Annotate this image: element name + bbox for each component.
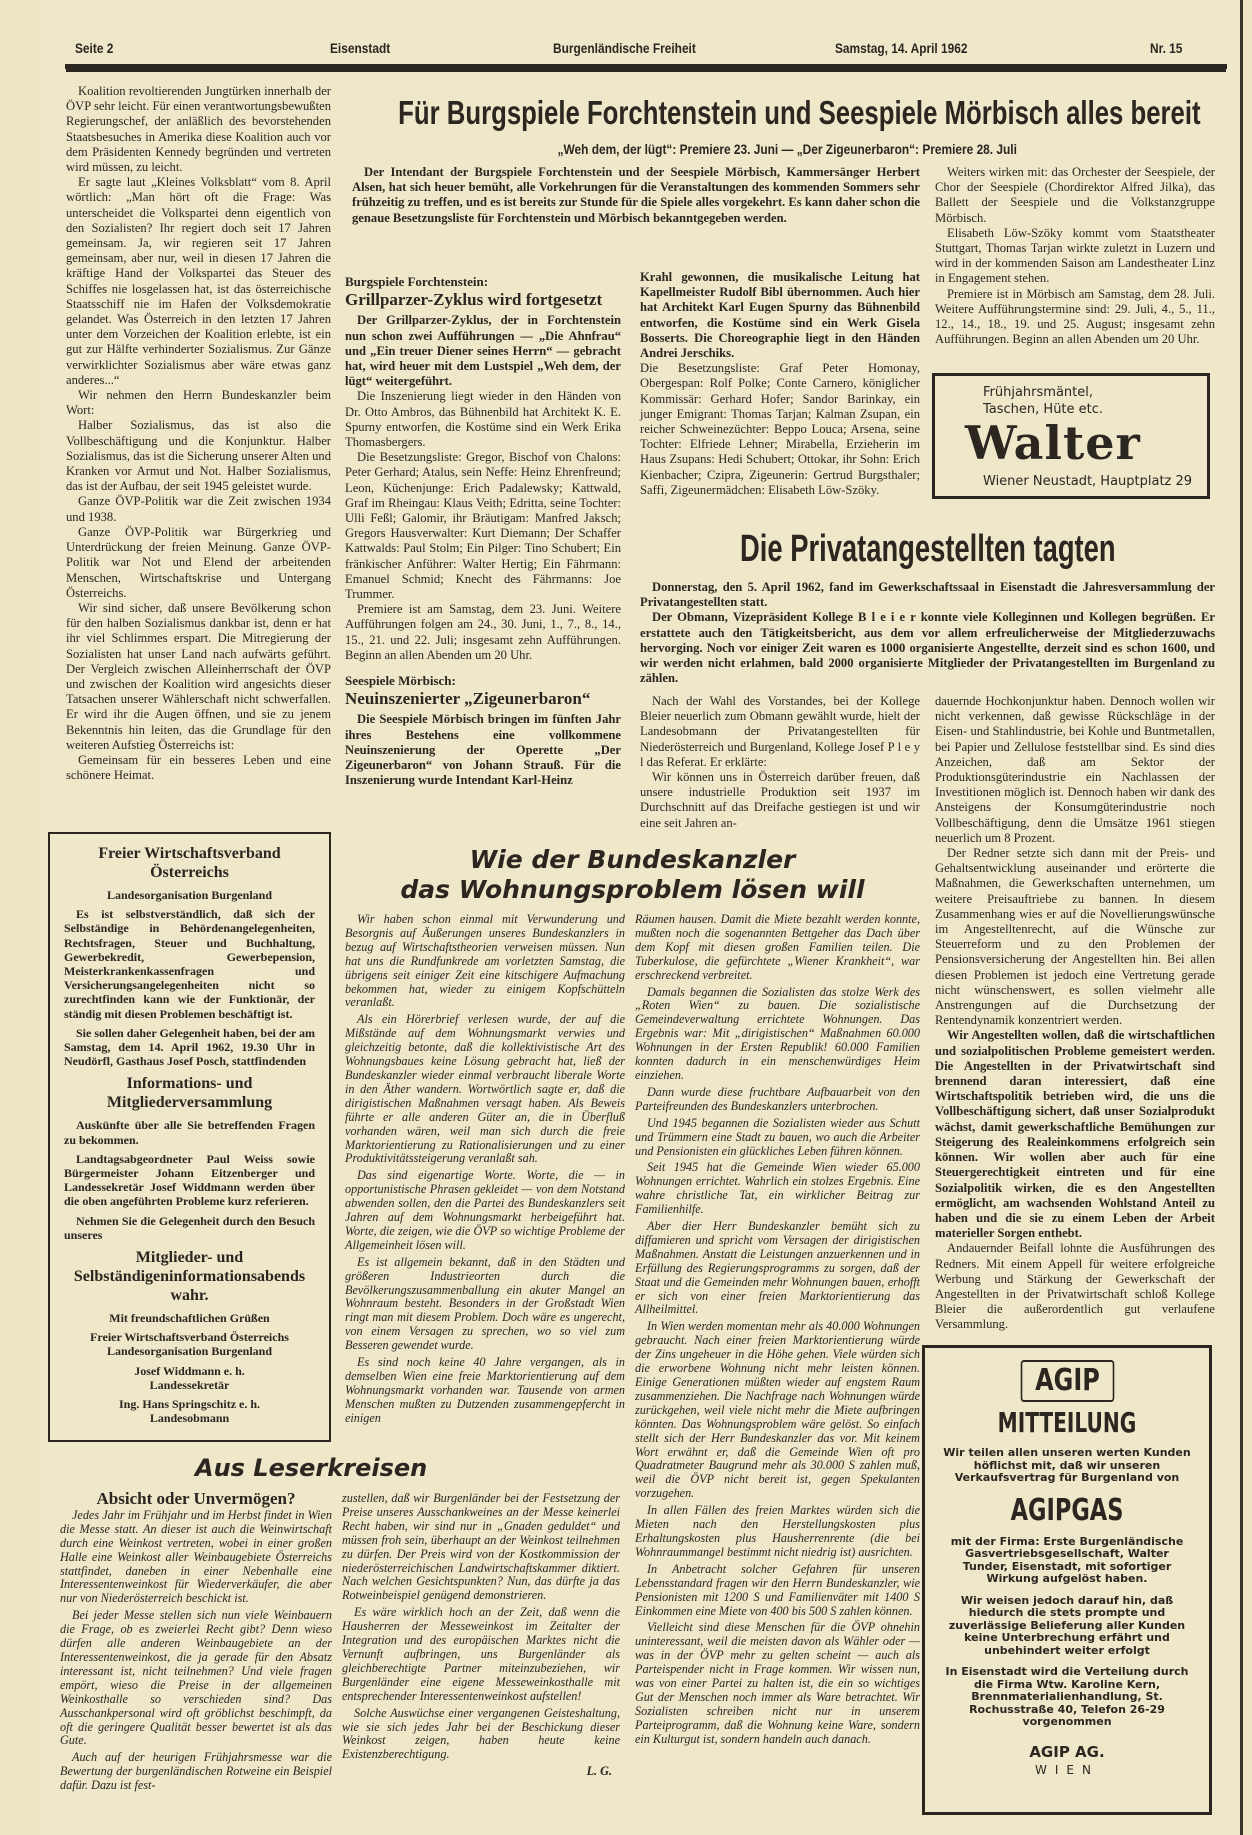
festival-headline-wrap <box>345 94 1230 132</box>
privat-paragraph: dauernde Hochkonjunktur haben. Dennoch wollen wir nicht verkennen, daß gewisse Rückschläge in der Eisen- und Stahlindustrie, bei Kohle und Buntmetallen, bei Papier und Zellulose feststellbar sind. Es sind dies Anzeichen, daß am Sektor der Produktionsgüterindustrie ein Nachlassen der Investitionen möglich ist. Dennoch haben wir dank des Ansteigens der Konsumgüterindustrie noch Vollbeschäftigung, denn die Umsätze 1961 stiegen neuerlich um 8 Prozent. <box>935 694 1215 845</box>
privat-lead-paragraph: Der Obmann, Vizepräsident Kollege B l e i e r konnte viele Kolleginnen und Kollegen begrüßen. Er erstattete auch den Tätigkeitsbericht, aus dem vor allem erfreulicherweise der Mitgliederzuwachs hervorging. Noch vor einiger Zeit waren es 1000 organisierte Angestellte, derzeit sind es schon 1600, und wir werden nicht erlahmen, bald 2000 organisierte Mitglieder der Privatangestellten im Burgenland zu zählen. <box>640 610 1215 686</box>
forchtenstein-label: Burgspiele Forchtenstein: <box>345 274 489 289</box>
kanzler-paragraph: Es ist allgemein bekannt, daß in den Städten und größeren Industrieorten durch die Bevölkerungszusammenballung ein akuter Mangel an Wohnraum besteht. Besonders in der Großstadt Wien ringt man mit diesem Problem. Doch wäre es ungerecht, von einem Versagen zu sprechen, wo so viel zum Besseren gewendet wurde. <box>345 1254 625 1353</box>
agip-paragraph-2: mit der Firma: Erste Burgenländische Gasvertriebsgesellschaft, Walter Tunder, Eisenstadt, mit sofortiger Wirkung aufgelöst haben. <box>950 1534 1184 1585</box>
festival-subheadline-wrap <box>345 141 1230 159</box>
leser-body-b <box>342 1492 620 1762</box>
forchtenstein-lead: Der Grillparzer-Zyklus, der in Forchtenstein nun schon zwei Aufführungen — „Die Ahnfrau“ und „Ein treuer Diener seines Herrn“ — gebracht hat, wird heuer mit dem Lustspiel „Weh dem, der lügt“ weitergeführt. <box>345 313 621 389</box>
privat-column-b <box>935 694 1215 1333</box>
kanzler-paragraph: In Anbetracht solcher Gefahren für unseren Lebensstandard fragen wir den Herrn Bundeskanzler, wie Pensionisten mit 1200 S und Familienväter mit 1400 S Einkommen eine Miete von 400 bis 500 S zahlen können. <box>635 1561 920 1618</box>
kanzler-paragraph: Als ein Hörerbrief verlesen wurde, der auf die Mißstände auf dem Wohnungsmarkt verwies und gleichzeitig betonte, daß die kollektivistische Art des Wohnungsbaues keine Lösung gebracht hat, ließ der Bundeskanzler wieder einmal verbraucht liberale Worte in den Äther wandern. Wortwörtlich sagte er, daß die dirigistischen Maßnahmen versagt haben. Als Beweis führte er alle anderen Güter an, die in Überfluß vorhanden wären, weil man sich durch die freie Marktorientierung zu Rationalisierungen und zu einer Produktivitätssteigerung veranlaßt sah. <box>345 1012 625 1166</box>
moerbisch-heading: Neuinszenierter „Zigeunerbaron“ <box>345 689 591 709</box>
agip-advertisement <box>922 1345 1212 1815</box>
moerbisch-label: Seespiele Mörbisch: <box>345 673 456 689</box>
kanzler-paragraph: Aber dier Herr Bundeskanzler bemüht sich zu diffamieren und spricht vom Versagen der dirigistischen Maßnahmen. Anstatt die Leistungen anzuerkennen und in Erfüllung des Regierungsprogramms zu sorgen, daß der Staat und die Gemeinden mehr Wohnungen bauen, erhofft er sich von einer freien Marktorientierung das Allheilmittel. <box>635 1219 920 1317</box>
walter-advertisement <box>932 373 1210 499</box>
leser-paragraph: Bei jeder Messe stellen sich nun viele Weinbauern die Frage, ob es zweierlei Recht gibt? Denn wieso dürfen alle anderen Weinbaugebiete an der Interessentenweinkost, die ja gerade für den Absatz interessant ist, nicht teilnehmen? Und viele fragen empört, wieso die Preise in der allgemeinen Weinkosthalle so verschieden sind? Das Ausschankpersonal wird oft gröblichst beschimpft, da oft die geringere Qualität besser bewertet ist als das Gute. <box>60 1608 332 1748</box>
fwv-announcement-box <box>48 832 331 1442</box>
kanzler-paragraph: Es sind noch keine 40 Jahre vergangen, als in demselben Wien eine freie Marktorientierung auf dem Wohnungsmarkt vorhanden war. Tausende von armen Menschen mußten zu Dutzenden zusammengepfercht in einigen <box>345 1355 625 1425</box>
kanzler-paragraph: Wir haben schon einmal mit Verwunderung und Besorgnis auf Äußerungen unseres Bundeskanzlers in bezug auf Wirtschaftstheorien verweisen müssen. Nun hat uns die Rundfunkrede am vorletzten Samstag, die übrigens seit einiger Zeit eine kitschigere Aufmachung bekommen hat, wieder zu einigem Kopfschütteln veranlaßt. <box>345 912 625 1010</box>
kanzler-headline <box>345 845 920 905</box>
privat-headline-wrap <box>640 528 1215 571</box>
fwv-signature-1-name: Josef Widdmann e. h. <box>134 1363 245 1378</box>
leser-paragraph: Jedes Jahr im Frühjahr und im Herbst findet in Wien die Messe statt. An dieser ist auch die Weinwirtschaft durch eine Weinkost vertreten, wobei in einer großen Halle eine Weinkost aller Weinbaugebiete Österreichs stattfindet, daneben in einer Nebenhalle eine Interessentenweinkost für Wiederverkäufer, die aber nur von Niederösterreich beschickt ist. <box>60 1507 332 1606</box>
privat-body <box>935 694 1215 1028</box>
kanzler-paragraph: In allen Fällen des freien Marktes würden sich die Mieten nach den Herstellungskosten plus Erhaltungskosten plus Hausherrenrente (die bei Wohnraummangel bestimmt nicht niedrig ist) ausrichten. <box>635 1503 920 1559</box>
paragraph: Wir nehmen den Herrn Bundeskanzler beim Wort: <box>66 388 331 418</box>
place-label: Eisenstadt <box>330 40 391 56</box>
paragraph: Halber Sozialismus, das ist also die Vollbeschäftigung und die Konjunktur. Halber Sozialismus, das ist die Sicherung unserer Alten und Kranken vor Armut und Not. Halber Sozialismus, das ist der Aufbau, der seit 1945 geleistet wurde. <box>66 418 331 494</box>
festival-right-paragraph: Weiters wirken mit: das Orchester der Seespiele, der Chor der Seespiele (Chordirektor Alfred Jilka), das Ballett der Seespiele und die Volkstanzgruppe Mörbisch. <box>935 165 1215 225</box>
leser-body-a <box>60 1509 332 1793</box>
fwv-heading-evening: Mitglieder- und Selbständigeninformationsabends wahr. <box>73 1249 306 1305</box>
walter-logo: Walter <box>965 416 1141 470</box>
privat-paragraph: Nach der Wahl des Vorstandes, bei der Kollege Bleier neuerlich zum Obmann gewählt wurde, hielt der Landesobmann der Privatangestellten für Niederösterreich und Burgenland, Kollege Josef P l e y l das Referat. Er erklärte: <box>640 694 920 769</box>
issue-number: Nr. 15 <box>1150 40 1183 56</box>
agip-paragraph-4: In Eisenstadt wird die Verteilung durch die Firma Wtw. Karoline Kern, Brennmaterialienhandlung, St. Rochusstraße 40, Telefon 26-29 vorgenommen <box>945 1665 1189 1728</box>
fwv-subtitle: Landesorganisation Burgenland <box>106 888 273 902</box>
agip-logo: AGIP <box>1020 1360 1114 1402</box>
kanzler-paragraph: Dann wurde diese fruchtbare Aufbauarbeit von den Parteifreunden des Bundeskanzlers unterbrochen. <box>635 1084 920 1113</box>
leser-paragraph: Solche Auswüchse einer vergangenen Geisteshaltung, wie sie sich jedes Jahr bei der Beschickung dieser Weinkost zeigen, haben heute keine Existenzberechtigung. <box>342 1705 620 1762</box>
agip-city: WIEN <box>1035 1762 1099 1777</box>
moerbisch-lead: Die Seespiele Mörbisch bringen im fünften Jahr ihres Bestehens eine vollkommene Neuinszenierung der Operette „Der Zigeunerbaron“ von Johann Strauß. Für die Inszenierung wurde Intendant Karl-Heinz <box>345 712 621 788</box>
fwv-paragraph-4: Landtagsabgeordneter Paul Weiss sowie Bürgermeister Johann Eitzenberger und Landessekretär Josef Widdmann werden über die oben angeführten Probleme kurz referieren. <box>64 1151 315 1209</box>
privat-paragraph: Der Redner setzte sich dann mit der Preis- und Gehaltsentwicklung auseinander und erörterte die Maßnahmen, die Gewerkschaften unternehmen, um weitere Preisauftriebe zu bannen. In diesem Zusammenhang wies er auf die Novellierungswünsche im Angestelltenrecht, auf die Wünsche zur Steuerreform und zu den Problemen der Pensionsversicherung der Angestellten hin. Bei allen diesen Problemen ist jedoch eine Vertretung gerade nicht wünschenswert, es sollen vielmehr alle Anstrengungen auf die Durchsetzung der Rentendynamik konzentriert werden. <box>935 846 1215 1028</box>
privat-column-a <box>640 694 920 831</box>
kanzler-paragraph: Das sind eigenartige Worte. Worte, die — in opportunistische Phrasen gekleidet — von dem Notstand abwenden sollen, den die Partei des Bundeskanzlers seit Jahren auf dem Wohnungsmarkt herbeigeführt hat. Worte, die zeigen, wie die ÖVP so wichtige Probleme der Allgemeinheit lösen will. <box>345 1168 625 1252</box>
forchtenstein-paragraph: Premiere ist am Samstag, dem 23. Juni. Weitere Aufführungen folgen am 24., 30. Juni, 1., 7., 8., 14., 15., 21. und 22. Juli; insgesamt zehn Aufführungen. Beginn an allen Abenden um 20 Uhr. <box>345 602 621 662</box>
kanzler-paragraph: Räumen hausen. Damit die Miete bezahlt werden konnte, mußten noch die sogenannten Bettgeher das Dach über dem Kopf mit diesen großen Familien teilen. Die Tuberkulose, die gefürchtete „Wiener Krankheit“, war erschreckend verbreitet. <box>635 912 920 982</box>
leser-signature: L. G. <box>586 1764 612 1779</box>
leser-column-b <box>342 1492 620 1779</box>
kanzler-column-a <box>345 913 625 1429</box>
fwv-paragraph-2: Sie sollen daher Gelegenheit haben, bei der am Samstag, dem 14. April 1962, 19.30 Uhr in Neudörfl, Gasthaus Josef Posch, stattfindenden <box>64 1025 315 1069</box>
paragraph: Koalition revoltierenden Jungtürken innerhalb der ÖVP sehr leicht. Für einen verantwortungsbewußten Regierungschef, der anläßlich des bevorstehenden Staatsbesuches in Amerika diese Koalition auch vor dem Präsidenten Kennedy begründen und vertreten wird müssen, zu leicht. <box>66 84 331 175</box>
paragraph: Wir sind sicher, daß unsere Bevölkerung schon für den halben Sozialismus dankbar ist, denn er hat ihr viel Schlimmes erspart. Die Mitregierung der Sozialisten hat unser Land nach aufwärts geführt. Der Vergleich zwischen Alleinherrschaft der ÖVP und zwischen der Koalition wird angesichts dieser Tatsachen unserer Wählerschaft nicht schwerfallen. Er wird ihr die Augen öffnen, und sie zu jenem Bekenntnis hin leiten, das die Grundlage für den weiteren Aufstieg Österreichs ist: <box>66 600 331 752</box>
kanzler-column-b <box>635 913 920 1750</box>
kanzler-headline-line-1: Wie der Bundeskanzler <box>469 845 796 874</box>
fwv-signature-2-name: Ing. Hans Springschitz e. h. <box>118 1397 261 1412</box>
forchtenstein-paragraph: Die Besetzungsliste: Gregor, Bischof von Chalons: Peter Gerhard; Atalus, sein Neffe: Heinz Ehrenfreund; Leon, Küchenjunge: Erich Padalewsky; Kattwald, Graf im Rheingau: Klaus Veith; Edritta, seine Tochter: Ulli Feßl; Galomir, ihr Bräutigam: Manfred Jaksch; Gregors Hausverwalter: Kurt Diemann; Der Schaffer Kattwalds: Paul Stolm; Ein Pilger: Tino Schubert; Ein fränkischer Anführer: Walter Hertig; Ein Fährmann: Emanuel Schmid; Knecht des Fährmanns: Joe Trummer. <box>345 450 621 602</box>
privat-closing: Andauernder Beifall lohnte die Ausführungen des Redners. Mit einem Appell für weitere erfolgreiche Werbung und Stärkung der Gewerkschaft der Angestellten in der Privatwirtschaft schloß Kollege Bleier die außerordentlich gut verlaufene Versammlung. <box>935 1241 1215 1332</box>
leser-paragraph: zustellen, daß wir Burgenländer bei der Festsetzung der Preise unseres Ausschankweines an der Messe keinerlei Recht haben, wir sind nur in „Gnaden geduldet“ und müssen froh sein, überhaupt an der Weinkost teilnehmen zu dürfen. Der Preis wird von der Kostkommission der niederösterreichischen Landwirtschaftskammer diktiert. Nach welchen Gesichtspunkten? Nun, das dürfte ja das Rotweinbeispiel genügend demonstrieren. <box>342 1491 620 1603</box>
fwv-heading-meeting: Informations- und Mitgliederversammlung <box>106 1075 273 1112</box>
festival-lead <box>352 165 920 226</box>
fwv-paragraph-1: Es ist selbstverständlich, daß sich der Selbständige in Behördenangelegenheiten, Rechtsfragen, Steuer und Buchhaltung, Gewerbekredit, Gewerbepension, Meisterkrankenkassenfragen und Versicherungsangelegenheiten nicht so zurechtfinden kann wie der Funktionär, der ständig mit diesen Problemen beschäftigt ist. <box>64 907 315 1021</box>
festival-lead-text: Der Intendant der Burgspiele Forchtenstein und der Seespiele Mörbisch, Kammersänger Herbert Alsen, hat sich heuer bemüht, alle Vorkehrungen für die Veranstaltungen des kommenden Sommers sehr frühzeitig zu treffen, und es ist bereits zur Stunde für die Spiele alles vorgekehrt. Es kann daher schon die genaue Besetzungsliste für Forchtenstein und Mörbisch bekanntgegeben werden. <box>352 165 920 225</box>
privat-lead-paragraph: Donnerstag, den 5. April 1962, fand im Gewerkschaftssaal in Eisenstadt die Jahresversammlung der Privatangestellten statt. <box>640 580 1215 610</box>
agip-sender: AGIP AG. <box>1029 1742 1105 1761</box>
kanzler-headline-line-2: das Wohnungsproblem lösen will <box>400 875 865 904</box>
fwv-signature-1-role: Landessekretär <box>149 1377 230 1392</box>
kanzler-paragraph: In Wien werden momentan mehr als 40.000 Wohnungen gebraucht. Nach einer freien Marktorientierung würde der Zins ungeheuer in die Höhe gehen. Viele würden sich die erworbene Wohnung nicht mehr leisten können. Einige Generationen müßten wieder auf engstem Raum zusammenziehen. Die Nachfrage nach Wohnungen würde zurückgehen, weil viele nicht mehr die Miete aufbringen könnten. Das Wohnungsproblem wäre gelöst. So einfach stellt sich der Herr Bundeskanzler das vor. Mit keinem Wort erwähnt er, daß die Gemeinde Wien oft pro Quadratmeter Baugrund mehr als 30.000 S zahlen muß, weil die ÖVP nicht bereit ist, gegen Spekulanten vorzugehen. <box>635 1319 920 1501</box>
kanzler-paragraph: Vielleicht sind diese Menschen für die ÖVP ohnehin uninteressant, weil die meisten davon als Wähler oder — was in der ÖVP mehr zu gelten scheint — auch als Parteispender nicht in Frage kommen. Wir wissen nun, was von einer Partei zu halten ist, die ein so wichtiges Gut der Menschen noch immer als Ware betrachtet. Wir Sozialisten schreiben nicht nur in unserem Parteiprogramm, daß die Wohnung keine Ware, sondern ein Kulturgut ist, sondern handeln auch danach. <box>635 1620 920 1746</box>
privat-paragraph: Wir können uns in Österreich darüber freuen, daß unsere industrielle Produktion seit 1937 im Durchschnitt auf das Dreifache gestiegen ist und wir eine seit Jahren an- <box>640 770 920 830</box>
forchtenstein-paragraph: Die Inszenierung liegt wieder in den Händen von Dr. Otto Ambros, das Bühnenbild hat Architekt K. E. Spurny entworfen, die Kostüme sind ein Werk Erika Thomasbergers. <box>345 389 621 450</box>
kanzler-paragraph: Seit 1945 hat die Gemeinde Wien wieder 65.000 Wohnungen errichtet. Wahrlich ein stolzes Ergebnis. Eine wahre christliche Tat, ein wirklicher Beitrag zur Familienhilfe. <box>635 1160 920 1217</box>
forchtenstein-body <box>345 389 621 663</box>
fwv-paragraph-3: Auskünfte über alle Sie betreffenden Fragen zu bekommen. <box>64 1118 315 1147</box>
kanzler-paragraph: Damals begannen die Sozialisten das stolze Werk des „Roten Wien“ zu bauen. Die sozialistische Gemeindeverwaltung errichtete Wohnungen. Das Ergebnis war: Mit „dirigistischen“ Maßnahmen 60.000 Wohnungen in der Ersten Republik! 60.000 Familien konnten dadurch in ein menschenwürdiges Heim einziehen. <box>635 984 920 1082</box>
agip-paragraph-3: Wir weisen jedoch darauf hin, daß hiedurch die stets prompte und zuverlässige Belieferung aller Kunden keine Unterbrechung erfährt und unbehindert weiter erfolgt <box>948 1593 1186 1657</box>
left-column-article <box>66 84 331 783</box>
fwv-signature-2-role: Landesobmann <box>149 1411 230 1426</box>
walter-ad-line-1: Frühjahrsmäntel, <box>983 385 1093 400</box>
leser-paragraph: Auch auf der heurigen Frühjahrsmesse war die Bewertung der burgenländischen Rotweine ein Beispiel dafür. Dazu ist fest- <box>60 1750 332 1793</box>
festival-headline: Für Burgspiele Forchtenstein und Seespiele Mörbisch alles bereit <box>398 94 1201 131</box>
festival-right-paragraph: Premiere ist in Mörbisch am Samstag, dem 28. Juli. Weitere Aufführungstermine sind: 29. Juli, 4., 5., 11., 12., 14., 18., 19. und 25. August; insgesamt zehn Aufführungen. Beginn an allen Abenden um 20 Uhr. <box>935 286 1215 347</box>
festival-subheadline: „Weh dem, der lügt“: Premiere 23. Juni — „Der Zigeunerbaron“: Premiere 28. Juli <box>557 141 1018 157</box>
privat-bold-paragraph: Wir Angestellten wollen, daß die wirtschaftlichen und sozialpolitischen Probleme gemeistert werden. Die Angestellten in der Privatwirtschaft sind brennend daran interessiert, daß eine Wirtschaftspolitik betrieben wird, die uns die Vollbeschäftigung sichert, daß unser Sozialprodukt wächst, damit gewerkschaftliche Bemühungen zur Steigerung des Realeinkommens erfolgreich sein können. Wir wollen aber auch für eine Steuergerechtigkeit eintreten und für eine Sozialpolitik wirken, die es den Angestellten ermöglicht, am wachsenden Wohlstand Anteil zu haben und die sie zu einem Leben der Arbeit materieller Sorgen enthebt. <box>935 1028 1215 1241</box>
paragraph: Er sagte laut „Kleines Volksblatt“ vom 8. April wörtlich: „Man hört oft die Frage: Was unterscheidet die Volkspartei denn eigentlich von den Sozialisten? Ihr regiert doch seit 17 Jahren gemeinsam. Ja, wir regieren seit 17 Jahren gemeinsam, aber nur, weil in diesen 17 Jahren die kräftige Hand der Volkspartei das Steuer des Schiffes nie losgelassen hat, ist das österreichische Staatsschiff nie im Hafen der Volksdemokratie gelandet. Was Österreich in den letzten 17 Jahren unter dem Vorzeichen der Koalition erlebte, ist ein gut zur Hälfte verhinderter Sozialismus. Zur Gänze verwirklichter Sozialismus aber wäre etwas ganz anderes...“ <box>66 175 331 387</box>
forchtenstein-column <box>345 268 621 789</box>
agip-paragraph-1: Wir teilen allen unseren werten Kunden höflichst mit, daß wir unseren Verkaufsvertrag für Burgenland von <box>943 1446 1191 1484</box>
paragraph: Gemeinsam für ein besseres Leben und eine schönere Heimat. <box>66 752 331 783</box>
fwv-organisation: Freier Wirtschaftsverband Österreichs Landesorganisation Burgenland <box>90 1330 289 1359</box>
privat-headline: Die Privatangestellten tagten <box>739 528 1116 570</box>
moerbisch-paragraph: Die Besetzungsliste: Graf Peter Homonay, Obergespan: Rolf Polke; Conte Carnero, königlicher Kommissär: Gerhard Hofer; Sandor Barinkay, ein junger Emigrant: Thomas Tarjan; Kalman Zsupan, ein reicher Schweinezüchter: Beppo Louca; Arsena, seine Tochter: Elfriede Lehner; Mirabella, Erzieherin im Haus Zsupans: Hedi Schubert; Ottokar, ihr Sohn: Erich Kienbacher; Czipra, Zigeunerin: Gertrud Burgsthaler; Saffi, Zigeunermädchen: Elisabeth Löw-Szöky. <box>640 361 920 497</box>
fwv-greeting: Mit freundschaftlichen Grüßen <box>109 1311 270 1326</box>
leser-heading: Aus Leserkreisen <box>195 1454 428 1482</box>
paragraph: Ganze ÖVP-Politik war die Zeit zwischen 1934 und 1938. <box>66 494 331 524</box>
paragraph: Ganze ÖVP-Politik war Bürgerkrieg und Unterdrückung der freien Meinung. Ganze ÖVP-Politik war Not und Elend der arbeitenden Menschen, Wirtschaftskrise und Untergang Österreichs. <box>66 524 331 600</box>
fwv-paragraph-5: Nehmen Sie die Gelegenheit durch den Besuch unseres <box>64 1213 315 1242</box>
kanzler-paragraph: Und 1945 begannen die Sozialisten wieder aus Schutt und Trümmern eine Stadt zu bauen, wo auch die Arbeiter und Pensionisten ein glückliches Leben führen können. <box>635 1115 920 1158</box>
leser-paragraph: Es wäre wirklich hoch an der Zeit, daß wenn die Hausherren der Messeweinkost im Zeitalter der Integration und des europäischen Marktes nicht die Vernunft aufbringen, uns Burgenländer als gleichberechtigte Partner miteinzubeziehen, wir Burgenländer eine eigene Messeweinkosthalle mit entsprechender Interessentenweinkost aufstellen! <box>342 1605 620 1703</box>
walter-ad-address: Wiener Neustadt, Hauptplatz 29 <box>983 474 1193 489</box>
moerbisch-body <box>640 361 920 498</box>
forchtenstein-heading: Grillparzer-Zyklus wird fortgesetzt <box>345 290 603 310</box>
walter-ad-line-2: Taschen, Hüte etc. <box>983 402 1104 417</box>
header-rule <box>65 64 1227 69</box>
leser-subheading: Absicht oder Unvermögen? <box>96 1489 296 1508</box>
moerbisch-lead-continued: Krahl gewonnen, die musikalische Leitung hat Kapellmeister Rudolf Bibl übernommen. Auch hier hat Architekt Karl Eugen Spurny das Bühnenbild entworfen, die Kostüme sind ein Werk Gisela Bosserts. Die Choreographie liegt in den Händen Andrei Jerschiks. <box>640 270 920 361</box>
privat-lead <box>640 580 1215 686</box>
agip-title: MITTEILUNG <box>997 1406 1137 1439</box>
festival-right-paragraph: Elisabeth Löw-Szöky kommt vom Staatstheater Stuttgart, Thomas Tarjan wirkte zuletzt in Luzern und wird in der kommenden Saison am Landestheater Linz in Engagement stehen. <box>935 225 1215 286</box>
agip-brand: AGIPGAS <box>1010 1492 1124 1528</box>
newspaper-name: Burgenländische Freiheit <box>553 40 696 56</box>
fwv-title: Freier Wirtschaftsverband Österreichs <box>98 845 281 881</box>
leser-column-a <box>60 1489 332 1796</box>
page-number: Seite 2 <box>75 40 114 56</box>
moerbisch-column <box>640 270 920 498</box>
issue-date: Samstag, 14. April 1962 <box>835 40 968 56</box>
festival-right-column <box>935 165 1215 347</box>
